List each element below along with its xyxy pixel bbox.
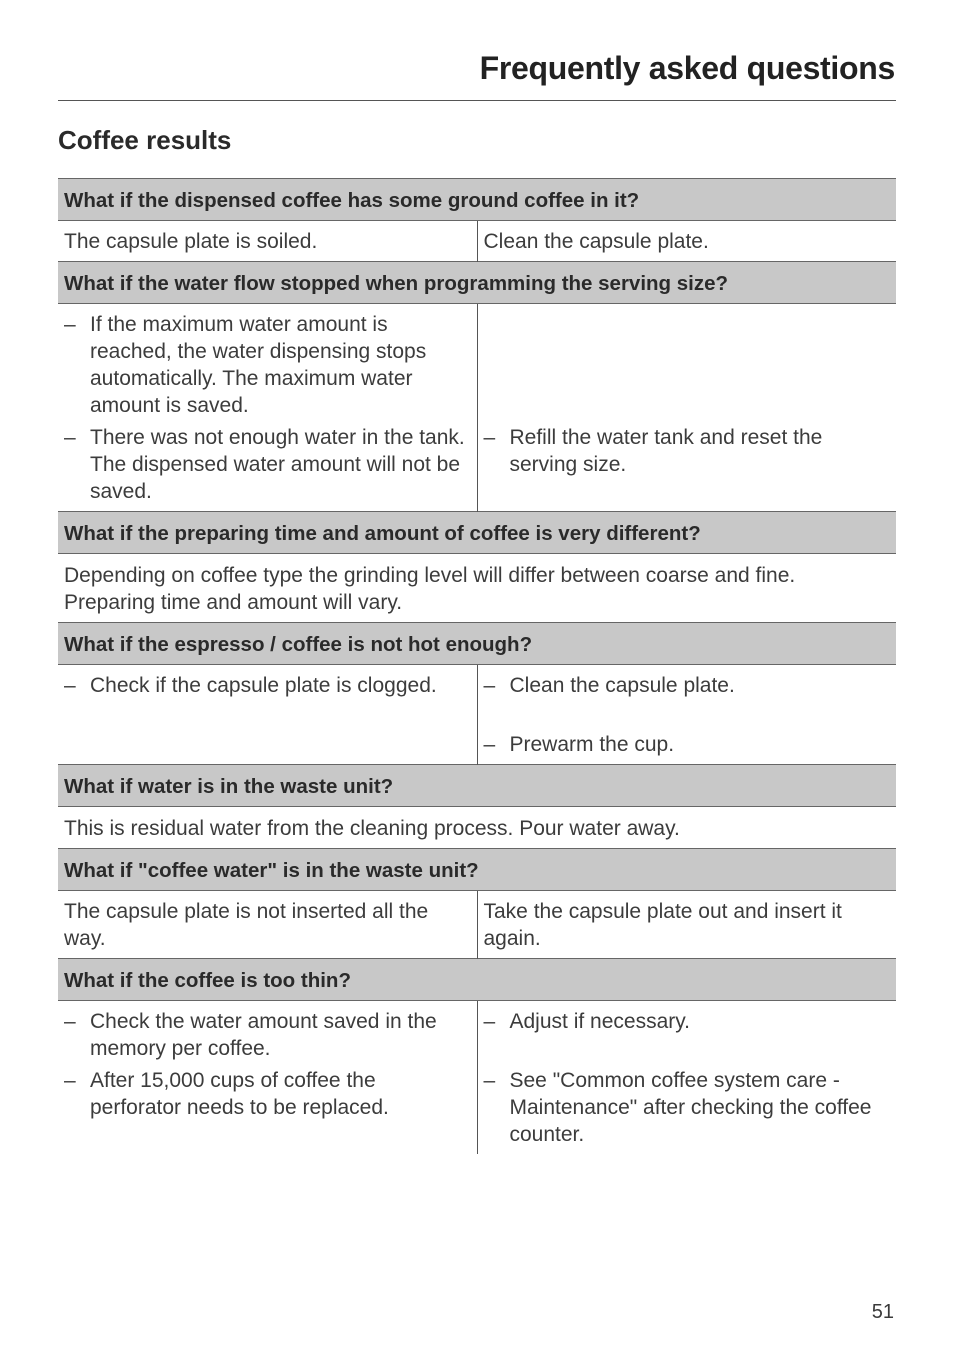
list-item xyxy=(484,1067,891,1148)
bullet-dash: – xyxy=(64,426,76,449)
list-item xyxy=(484,731,891,758)
list-item xyxy=(484,672,891,699)
list-item xyxy=(64,424,471,505)
list-item xyxy=(484,1008,891,1035)
faq-question-row xyxy=(58,623,896,665)
bullet-dash: – xyxy=(64,1069,76,1092)
faq-cause-cell xyxy=(58,665,477,765)
bullet-dash: – xyxy=(483,1069,496,1092)
page-number: 51 xyxy=(871,1301,894,1323)
bullet-dash: – xyxy=(64,674,76,697)
faq-remedy: Take the capsule plate out and insert it again. xyxy=(483,900,842,950)
faq-question: What if "coffee water" is in the waste unit? xyxy=(58,849,896,891)
faq-question-row xyxy=(58,849,896,891)
faq-question-row xyxy=(58,512,896,554)
list-item xyxy=(64,311,471,419)
faq-cause: Check if the capsule plate is clogged. xyxy=(90,674,437,697)
faq-question: What if water is in the waste unit? xyxy=(58,765,896,807)
faq-question: What if the espresso / coffee is not hot enough? xyxy=(58,623,896,665)
bullet-dash: – xyxy=(64,313,76,336)
faq-answer-row xyxy=(58,665,896,765)
faq-cause: The capsule plate is soiled. xyxy=(58,221,477,262)
faq-table xyxy=(58,178,896,1154)
faq-cause-cell xyxy=(58,1001,477,1155)
faq-question: What if the coffee is too thin? xyxy=(58,959,896,1001)
faq-answer-row xyxy=(58,304,896,512)
faq-answer: Depending on coffee type the grinding level will differ between coarse and fine. Preparing time and amount will vary. xyxy=(64,564,796,614)
faq-cause-cell xyxy=(58,304,477,512)
faq-cause: The capsule plate is not inserted all the way. xyxy=(58,891,477,959)
faq-question: What if the water flow stopped when programming the serving size? xyxy=(58,262,896,304)
list-item xyxy=(64,1067,471,1121)
faq-cause: After 15,000 cups of coffee the perforator needs to be replaced. xyxy=(90,1069,389,1119)
faq-question-row xyxy=(58,262,896,304)
bullet-dash: – xyxy=(483,674,496,697)
bullet-dash: – xyxy=(64,1010,76,1033)
list-item xyxy=(484,424,891,478)
faq-remedy: See "Common coffee system care - Maintenance" after checking the coffee counter. xyxy=(509,1069,872,1146)
faq-remedy-cell xyxy=(477,304,896,512)
faq-question: What if the dispensed coffee has some ground coffee in it? xyxy=(58,179,896,221)
bullet-dash: – xyxy=(483,1010,496,1033)
faq-remedy: Clean the capsule plate. xyxy=(509,674,735,697)
faq-remedy: Adjust if necessary. xyxy=(509,1010,691,1033)
faq-answer-row xyxy=(58,554,896,623)
faq-answer-row xyxy=(58,807,896,849)
faq-remedy: Refill the water tank and reset the serving size. xyxy=(509,426,823,476)
faq-question: What if the preparing time and amount of coffee is very different? xyxy=(58,512,896,554)
bullet-dash: – xyxy=(483,426,496,449)
faq-question-row xyxy=(58,179,896,221)
faq-cause: Check the water amount saved in the memory per coffee. xyxy=(90,1010,437,1060)
faq-cause: If the maximum water amount is reached, the water dispensing stops automatically. The maximum water amount is saved. xyxy=(90,313,427,417)
faq-remedy-cell xyxy=(477,665,896,765)
bullet-dash: – xyxy=(483,733,496,756)
header-divider xyxy=(58,100,896,101)
faq-remedy-cell xyxy=(477,1001,896,1155)
faq-question-row xyxy=(58,959,896,1001)
faq-answer: This is residual water from the cleaning process. Pour water away. xyxy=(64,817,680,840)
list-item xyxy=(64,1008,471,1062)
list-item xyxy=(64,672,471,699)
faq-answer-row xyxy=(58,221,896,262)
faq-question-row xyxy=(58,765,896,807)
page-header-title: Frequently asked questions xyxy=(479,50,895,86)
faq-cause: There was not enough water in the tank. The dispensed water amount will not be saved. xyxy=(90,426,465,503)
faq-remedy: Prewarm the cup. xyxy=(509,733,675,756)
faq-answer-row xyxy=(58,891,896,959)
faq-remedy: Clean the capsule plate. xyxy=(483,230,709,253)
faq-answer-row xyxy=(58,1001,896,1155)
section-title: Coffee results xyxy=(58,125,232,155)
